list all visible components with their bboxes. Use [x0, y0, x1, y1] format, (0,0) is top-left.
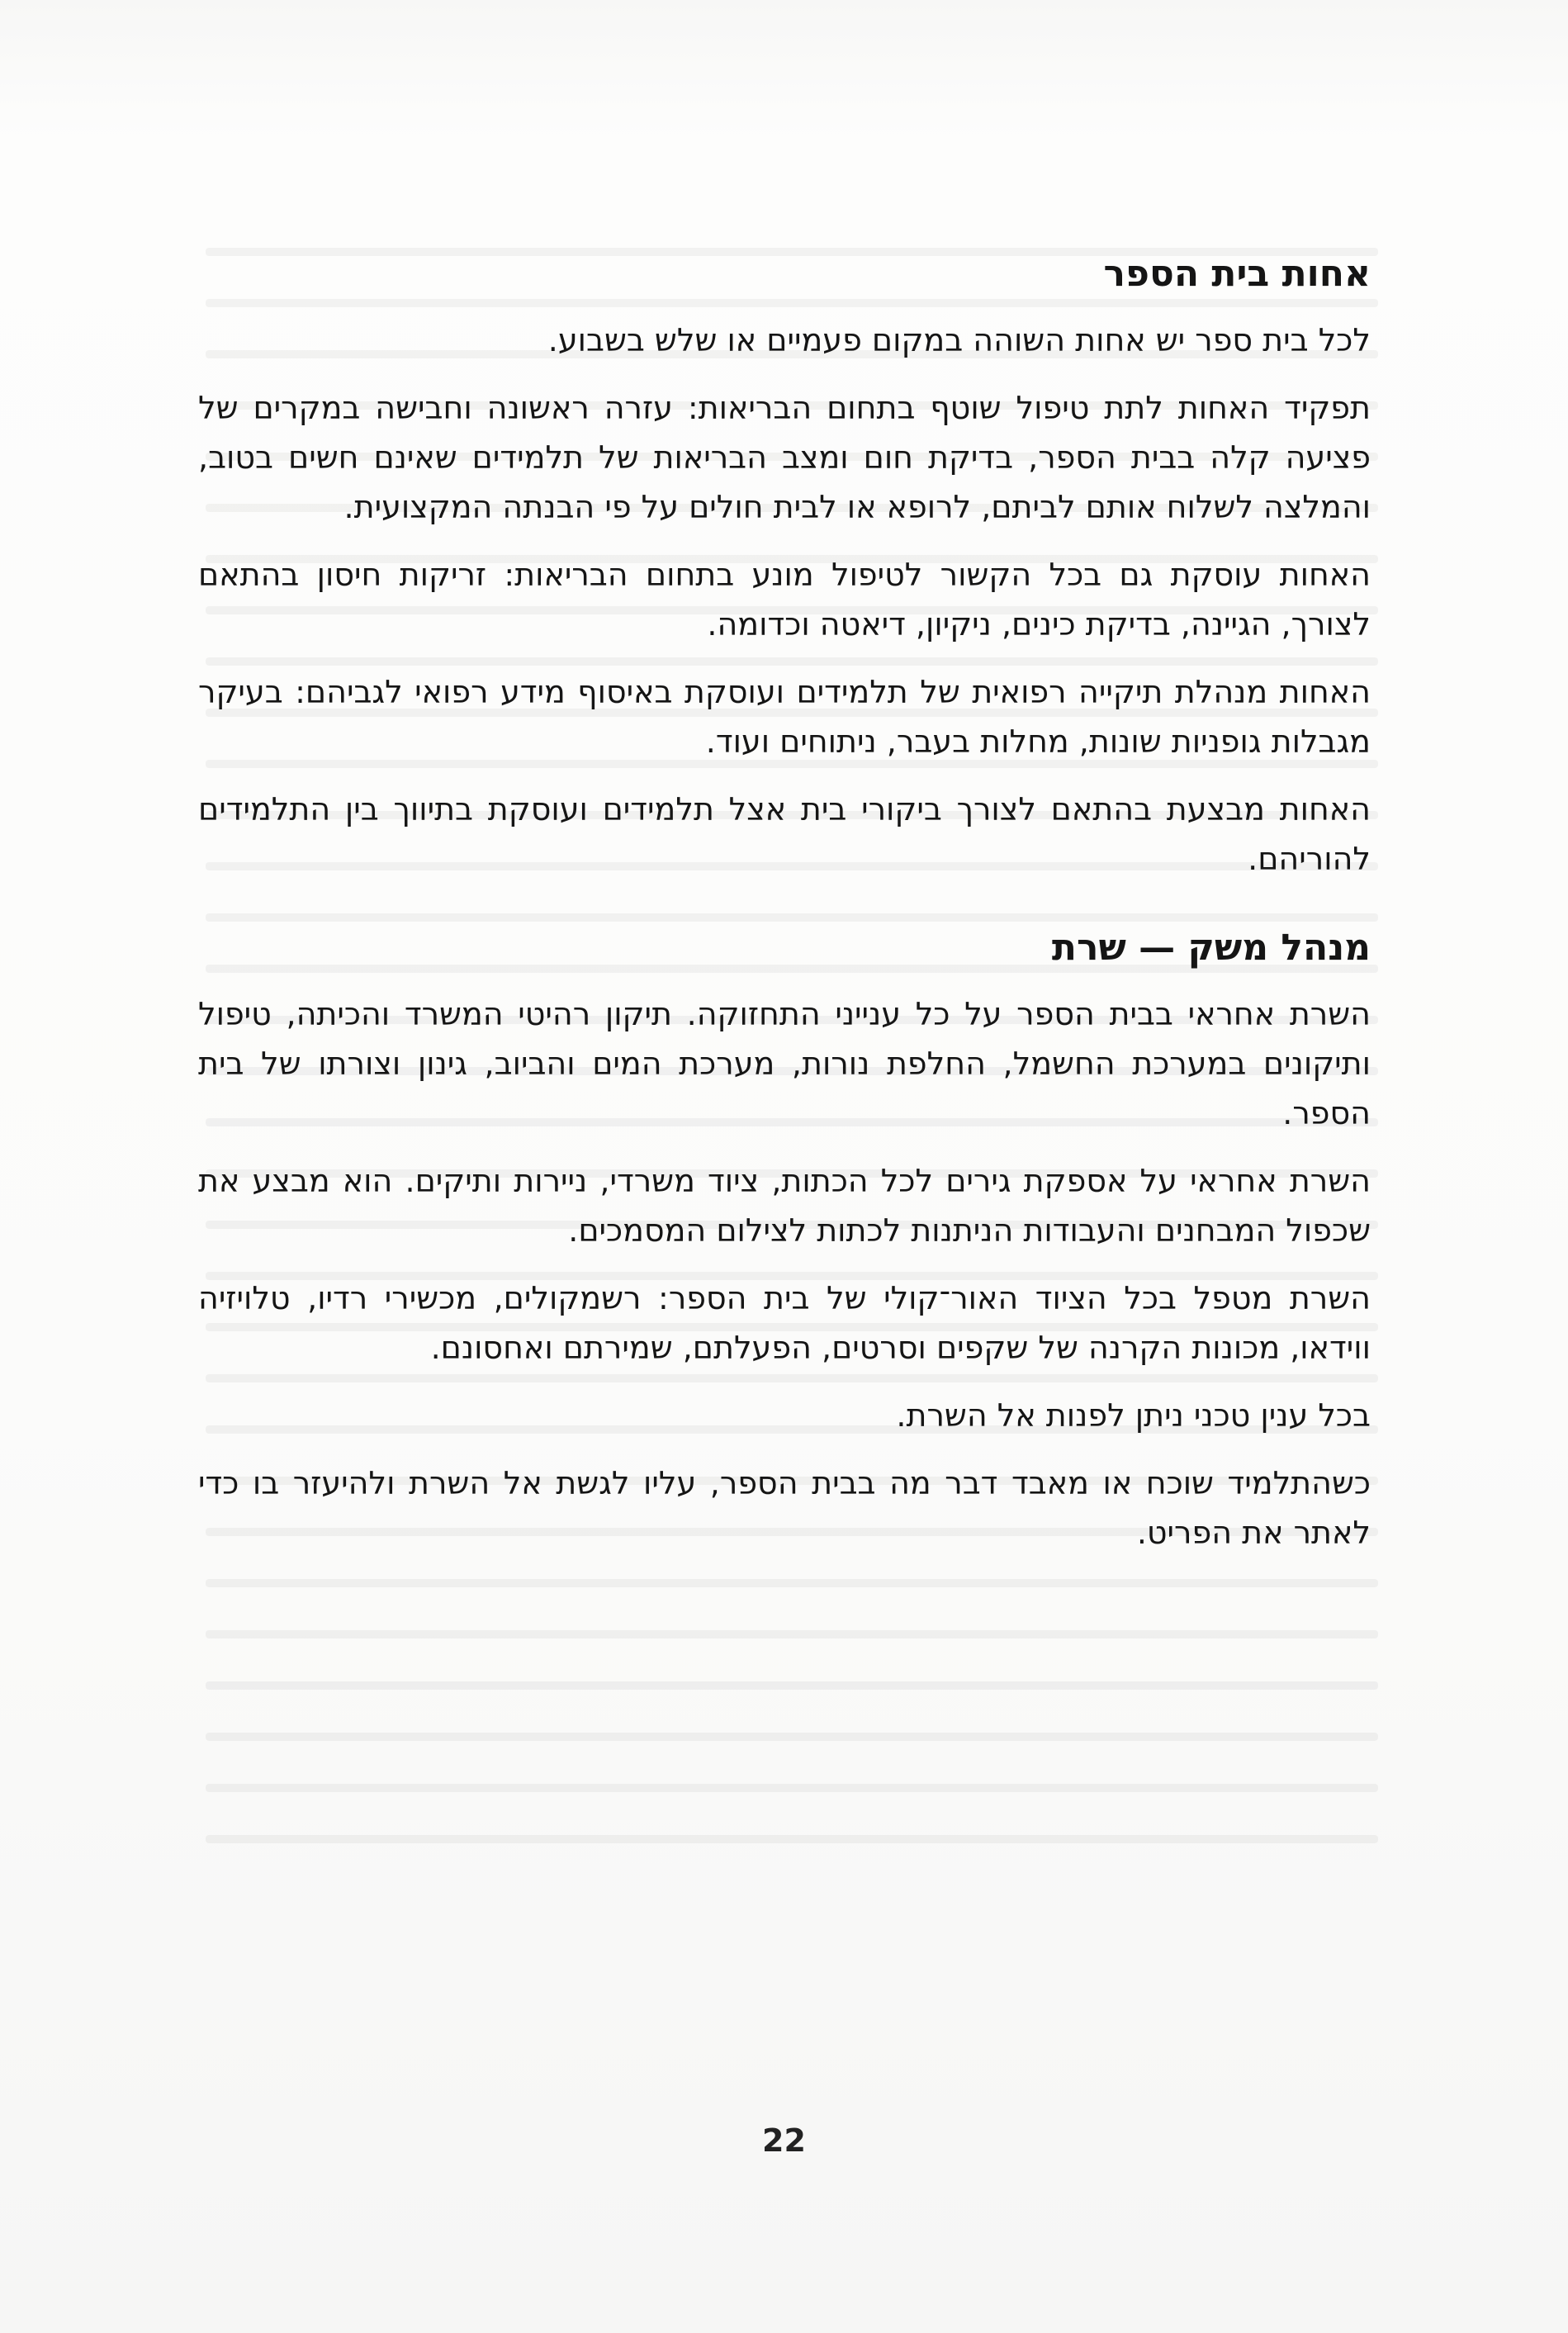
paragraph: בכל ענין טכני ניתן לפנות אל השרת. [896, 1397, 1371, 1434]
page-number: 22 [762, 2122, 806, 2159]
page-content [198, 248, 1371, 1576]
paragraph: השרת אחראי על אספקת גירים לכל הכתות, ציוד משרדי, ניירות ותיקים. הוא מבצע את שכפול המבחנים והעבודות הניתנות לכתות לצילום המסמכים. [198, 1163, 1371, 1249]
paragraph: השרת מטפל בכל הציוד האור־קולי של בית הספר: רשמקולים, מכשירי רדיו, טלויזיה ווידאו, מכונות הקרנה של שקפים וסרטים, הפעלתם, שמירתם ואחסונם. [198, 1280, 1371, 1366]
section-heading-janitor: מנהל משק — שרת [1051, 927, 1371, 969]
paragraph: האחות מנהלת תיקייה רפואית של תלמידים ועוסקת באיסוף מידע רפואי לגביהם: בעיקר מגבלות גופניות שונות, מחלות בעבר, ניתוחים ועוד. [198, 674, 1371, 760]
paragraph: לכל בית ספר יש אחות השוהה במקום פעמיים או שלש בשבוע. [547, 322, 1371, 358]
section-heading-school-nurse: אחות בית הספר [1103, 253, 1371, 295]
paragraph: השרת אחראי בבית הספר על כל ענייני התחזוקה. תיקון רהיטי המשרד והכיתה, טיפול ותיקונים במערכת החשמל, החלפת נורות, מערכת המים והביוב, גינון וצורתו של בית הספר. [198, 996, 1371, 1131]
paragraph: האחות מבצעת בהתאם לצורך ביקורי בית אצל תלמידים ועוסקת בתיווך בין התלמידים להוריהם. [198, 791, 1371, 877]
paragraph: האחות עוסקת גם בכל הקשור לטיפול מונע בתחום הבריאות: זריקות חיסון בהתאם לצורך, הגיינה, בדיקת כינים, ניקיון, דיאטה וכדומה. [198, 557, 1371, 643]
paragraph: כשהתלמיד שוכח או מאבד דבר מה בבית הספר, עליו לגשת אל השרת ולהיעזר בו כדי לאתר את הפריט. [198, 1465, 1371, 1551]
paragraph: תפקיד האחות לתת טיפול שוטף בתחום הבריאות: עזרה ראשונה וחבישה במקרים של פציעה קלה בבית הספר, בדיקת חום ומצב הבריאות של תלמידים שאינם חשים בטוב, והמלצה לשלוח אותם לביתם, לרופא או לבית חולים על פי הבנתה המקצועית. [198, 390, 1371, 525]
